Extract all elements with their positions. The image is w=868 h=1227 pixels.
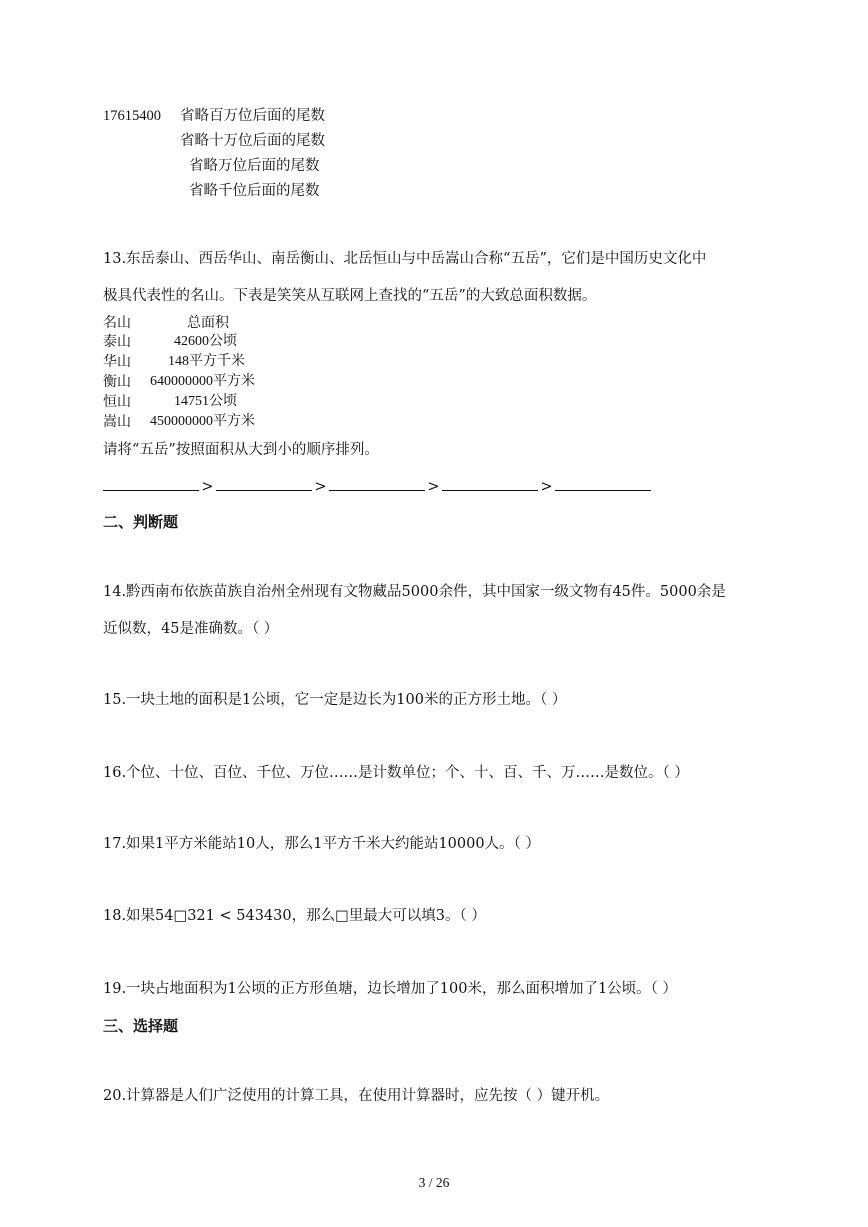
answer-blank[interactable] [216, 476, 312, 491]
q17: 17.如果1平方米能站10人，那么1平方千米大约能站10000人。（ ） [103, 836, 540, 852]
q14-line2: 近似数，45是准确数。（ ） [103, 621, 279, 637]
table-row-area: 148平方千米 [168, 354, 245, 369]
q16: 16.个位、十位、百位、千位、万位……是计数单位；个、十、百、千、万……是数位。（ ） [103, 765, 689, 781]
table-row-name: 华山 [103, 354, 131, 370]
answer-blank[interactable] [103, 476, 199, 491]
rounding-option-1: 省略百万位后面的尾数 [180, 108, 325, 124]
table-row-name: 恒山 [103, 394, 131, 410]
q15: 15.一块土地的面积是1公顷，它一定是边长为100米的正方形土地。（ ） [103, 692, 567, 708]
answer-blanks-row [103, 476, 651, 497]
page-number: 3 / 26 [418, 1175, 450, 1190]
greater-than-sign: > [427, 479, 440, 495]
section-title-choice: 三、选择题 [103, 1017, 179, 1035]
table-row-name: 衡山 [103, 374, 131, 390]
q13-line1: 13.东岳泰山、西岳华山、南岳衡山、北岳恒山与中岳嵩山合称“五岳”，它们是中国历史文化中 [103, 251, 707, 267]
table-row-area: 42600公顷 [174, 334, 237, 349]
table-header-area: 总面积 [187, 315, 229, 331]
answer-blank[interactable] [555, 476, 651, 491]
rounding-option-4: 省略千位后面的尾数 [189, 183, 320, 199]
greater-than-sign: > [540, 479, 553, 495]
q13-line2: 极具代表性的名山。下表是笑笑从互联网上查找的“五岳”的大致总面积数据。 [103, 288, 597, 304]
answer-blank[interactable] [442, 476, 538, 491]
q18: 18.如果54□321 < 543430，那么□里最大可以填3。（ ） [103, 908, 486, 924]
q20: 20.计算器是人们广泛使用的计算工具，在使用计算器时，应先按（ ）键开机。 [103, 1088, 610, 1104]
q14-line1: 14.黔西南布依族苗族自治州全州现有文物藏品5000余件，其中国家一级文物有45件。5000余是 [103, 584, 726, 600]
table-row-area: 640000000平方米 [150, 374, 255, 389]
greater-than-sign: > [201, 479, 214, 495]
area-table [103, 313, 403, 433]
q19: 19.一块占地面积为1公顷的正方形鱼塘，边长增加了100米，那么面积增加了1公顷。（ ） [103, 981, 678, 997]
table-row-area: 450000000平方米 [150, 414, 255, 429]
rounding-option-2: 省略十万位后面的尾数 [180, 133, 325, 149]
rounding-number: 17615400 [103, 108, 161, 124]
rounding-option-3: 省略万位后面的尾数 [189, 158, 320, 174]
table-row-area: 14751公顷 [174, 394, 237, 409]
answer-blank[interactable] [329, 476, 425, 491]
table-row-name: 嵩山 [103, 414, 131, 430]
greater-than-sign: > [314, 479, 327, 495]
table-row-name: 泰山 [103, 334, 131, 350]
table-header-name: 名山 [103, 315, 131, 331]
q13-instruction: 请将“五岳”按照面积从大到小的顺序排列。 [103, 442, 379, 458]
section-title-judgment: 二、判断题 [103, 513, 179, 531]
